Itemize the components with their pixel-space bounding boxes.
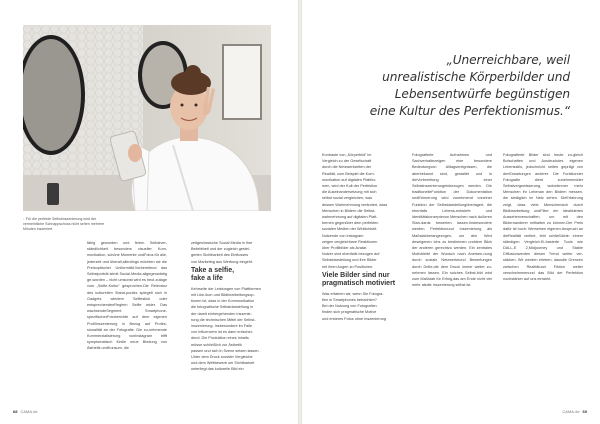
text-line: zeigen vergleichbare Reaktionen <box>322 239 378 244</box>
quote-line: Lebensentwürfe begünstigen <box>394 87 570 101</box>
column-text <box>322 152 402 270</box>
text-line: und Inszenierung als Maßstab <box>412 227 492 238</box>
text-line: immer mehr Menschen ihr Leben <box>503 184 583 195</box>
text-line: Kontraste von „Körperbild“ im <box>322 153 372 157</box>
text-line: Selbstdarstellung und ihre Bilder <box>322 258 377 263</box>
text-line: anderer mithalten zu können. <box>514 221 567 226</box>
text-line: Realität, zum Beispiel die Kom- <box>322 171 375 176</box>
section-heading-pragmatisch <box>322 272 402 289</box>
text-line: zeigen eine besondere Bedeutung <box>412 159 492 170</box>
text-line: Fotografierte Aufnahmen und Sachverhalte <box>412 153 492 164</box>
text-line: nicht selten geprägt von den <box>503 165 583 176</box>
selfie-photo <box>23 25 271 211</box>
text-line: der Selbstvergewisserung, wobei <box>503 177 583 189</box>
text-line: Beliebtheit und der zugleich gestei- <box>191 247 251 252</box>
text-line: bild wird zum Maßstab für Erfolg, <box>412 270 492 282</box>
text-line: munikation, schöne Momente und <box>87 253 144 258</box>
section-heading-take-a-selfie <box>191 267 273 284</box>
text-line: Erwartungen anderer. Die Funktion <box>509 171 578 176</box>
quote-line: unrealistische Körperbilder und <box>382 70 570 84</box>
text-line: eigenen Ichs zu bestimmen und <box>418 239 475 244</box>
text-line: tionen ist, dass in der Kommunikation <box>191 299 255 304</box>
text-line: die dem Druck immer weiter zu- <box>433 264 492 269</box>
text-line: Fotos für alle, jederzeit und überall, <box>87 253 168 264</box>
text-line: formen gegenüber dem perfekten <box>322 221 379 226</box>
quote-line: eine Kultur des Perfektionismus.“ <box>369 104 570 118</box>
text-line: Erinnerung wird zunehmend von <box>418 196 484 201</box>
text-line: zu werden. Ein zentrales Motiv <box>412 246 492 257</box>
text-line: zeitgenössische Social Media in ihre <box>191 241 253 245</box>
text-line: Menschen in Bildern die Selbst- <box>322 208 376 213</box>
text-line: nehmen lassen. Ein solches Selbst- <box>412 270 477 275</box>
page-number-left: 68 <box>13 409 18 414</box>
text-line: rung die technischen Mittel der Selbst- <box>191 317 256 322</box>
text-line: Bei der Nutzung von Fotografien <box>322 304 377 309</box>
text-line: Vergleich zu der Gesellschaft <box>322 159 372 164</box>
text-line: Segment Smartphone-spezifischer <box>87 309 167 320</box>
photo-caption <box>23 217 113 232</box>
text-line: und dem Wettbewerb um Sichtbarkeit <box>191 361 255 366</box>
text-line: wahrnehmung auf digitalen Platt- <box>322 215 378 220</box>
text-line: Der Preis dafür ist hoch: Wer <box>503 221 584 232</box>
text-line: fien in Smartphones betrachten? <box>322 298 377 303</box>
text-line: allerdings möchten wir die Preis <box>87 259 167 270</box>
selfie-photo-illustration <box>23 25 271 211</box>
left-page <box>0 0 298 424</box>
text-line: Die Relevanz des kulturellen Stand- <box>87 284 167 295</box>
text-line: werden diesen Trend weiter ver- <box>517 252 583 257</box>
text-line: Funktion der Dokumentation und <box>412 190 492 201</box>
column-body <box>322 291 402 322</box>
text-line: Nutzer sind ebenfalls bezogen auf <box>322 252 380 257</box>
text-line: die Grenzen zwischen Realität <box>503 258 583 269</box>
text-line: einer Funktion der Selbstdarstellung <box>412 196 492 207</box>
text-line: über Profilbilder als Avatar. <box>322 246 368 251</box>
text-line: sozialen Medien der Wirklichkeit. <box>322 227 378 232</box>
text-line: ständlichkeit besonders visueller Kom- <box>87 247 167 252</box>
text-line: und ersteres Fotos ohne Inszenierung <box>322 316 386 321</box>
text-line: in einem ständigen Vergleich. <box>503 233 583 244</box>
text-line: gleich Botschaften und Ausdruck <box>503 153 583 164</box>
text-line: munikation auf digitalen Plattfor- <box>322 177 377 182</box>
text-line: durch die Netzwerkseiten der <box>322 165 372 170</box>
text-line: sionalität an der Fotografie. Die zu- <box>87 327 150 332</box>
text-line: der damit einhergehenden Inszenie- <box>191 311 252 316</box>
folio-right <box>562 409 590 414</box>
text-line: Unter dem Druck sozialer Vergleiche <box>191 355 253 360</box>
page-number-right: 69 <box>582 409 587 414</box>
column-body <box>191 286 273 373</box>
text-line: Instagram trifft symptomatisch für <box>87 334 167 345</box>
text-line: Nutzende von Instagram <box>322 233 364 238</box>
text-line: überlagert, die ebenfalls Lebens- <box>412 202 492 213</box>
heading-line: pragmatisch motiviert <box>322 280 396 288</box>
text-line: mit Social-Media allgegenwärtig ge- <box>87 272 167 283</box>
text-line: von Alltagsereignissen, die aber <box>412 165 492 176</box>
text-line: seinen eigenen Anspruch an die <box>503 227 583 238</box>
text-line: stärken. Wir werden erleben, dass <box>503 258 562 263</box>
text-line: stärker auf uns einwirkt. <box>511 277 552 282</box>
text-line: von Influencern ist es dann entschei- <box>191 330 253 335</box>
text-line: sich durch Bildbearbeitung und <box>503 202 584 213</box>
text-line: und Fiktion weiter verschwimmen <box>503 264 584 275</box>
text-line: Vorbereitend das Selbstporträt ist <box>87 265 167 277</box>
text-line: die neue Bindung von Ästhetik und <box>87 340 167 351</box>
text-line: nehmende Kommerzialisierung von <box>87 327 167 339</box>
text-line: zutage vom „Selfie-Kultur“ gesprochen. <box>87 278 167 289</box>
text-line: an den Bildern messen, die sie <box>503 190 583 201</box>
right-text-column-2 <box>412 152 492 288</box>
text-line: Inszenierung in Bezug auf Profes- <box>95 321 167 326</box>
text-line: und Bewertungen durch Dritte, <box>412 258 492 269</box>
text-line: bleibt der Wunsch nach Anerken- <box>421 252 484 257</box>
right-text-column-1 <box>322 152 402 322</box>
text-line: müsse schließlich zur Ästhetik <box>191 342 242 347</box>
left-text-column-1 <box>87 240 167 352</box>
text-line: Kehrseite der Leistungen von Plattformen <box>191 286 261 291</box>
text-line: dend. Die Produktion eines Inhalts <box>191 336 249 341</box>
text-line: die fotografische Selbstdarstellung in <box>191 305 254 310</box>
text-line: Konsum, die <box>107 346 130 351</box>
text-line: Was erfahren wir, wenn Sie Fotogra- <box>322 291 384 296</box>
text-line: herangezogen, um den Wert des <box>412 233 492 244</box>
left-text-column-2 <box>191 240 273 373</box>
text-line: men, wird der Kult der Perfektion <box>322 184 378 189</box>
text-line: täglich im Netz sehen. Die <box>515 196 567 201</box>
text-line: dessen Wahrnehmung verändert, dass <box>322 202 388 207</box>
text-line: das am Ende nicht viel mehr als <box>412 277 492 288</box>
text-line: optischer Uniformität. <box>95 265 135 270</box>
magazine-label-left: CAMA.de <box>20 409 38 414</box>
text-line: KI-basierte Tools wie DALL-E 2, <box>503 239 583 251</box>
text-line: die Auseinandersetzung mit sich <box>322 190 377 195</box>
magazine-label-right: CAMA.de <box>562 409 580 414</box>
pull-quote <box>330 52 570 120</box>
text-line: Vorbereitung einer Selbstinszenierung <box>412 177 492 189</box>
right-text-column-3 <box>503 152 583 282</box>
text-line: die Inszenierung selbst ist. <box>426 283 472 288</box>
text-line: Fotografierte Bilder sind heute zu- <box>503 153 574 157</box>
text-line: verschaffen, um mit den Bildern <box>503 215 583 226</box>
text-line: des eigenen Lebensstils, jedoch <box>503 159 583 170</box>
text-line: dards bewerten lassen. <box>421 221 469 226</box>
text-line: bekannt sind, gestaltet und in die <box>412 171 492 182</box>
text-line: einbezogen werden. Die traditionelle <box>412 184 492 195</box>
text-line: dem Blick der anderen gerecht <box>412 239 492 251</box>
text-line: passen und sich in Szene setzen lassen. <box>191 348 260 353</box>
text-line: Reglern Selfie wider. Das wachsende <box>87 303 167 314</box>
text-line: selbst sozial vergleichen, was <box>322 196 373 201</box>
text-line: gerten Sichtbarkeit des Einflusses <box>191 253 249 258</box>
text-line: Realität verliert, lebt schließlich <box>508 233 567 238</box>
caption-text: Für die perfekte Selbstinszenierung wird der vermeintliche Schnappschuss nicht selten mehrere Minuten inszeniert. <box>23 217 105 231</box>
heading-line: Take a selfie, <box>191 266 235 274</box>
heading-line: Viele Bilder sind nur <box>322 271 390 279</box>
text-line: der Fotografie dient zunehmend <box>503 171 583 182</box>
text-line: punkts spiegelt sich in Gadgets wie <box>87 290 167 301</box>
text-line: unterliegt das kulturelle Bild ein <box>191 367 244 372</box>
text-line: entwürfe und Identitätskonzepte <box>412 208 492 220</box>
text-line: mit ihren Augen zu Positionen. <box>322 264 374 269</box>
text-line: inszenierung. Insbesondere im Falle <box>191 324 252 329</box>
text-line: von Marketing aus Werbung eingeht. <box>191 259 253 264</box>
text-line: Erfahrung zeigt, dass viele Menschen <box>503 196 583 207</box>
column-intro <box>191 240 273 265</box>
text-line: dem Selfiestick oder entsprechenden <box>87 296 167 308</box>
caption-arrow-icon: ↑ <box>23 217 25 221</box>
text-line: mit Like-Ikon und Bildbearbeitungsop- <box>191 293 255 298</box>
text-line: Insbesondere werden Perfektion <box>412 221 492 232</box>
text-line: finden sich pragmatische Motive <box>322 310 377 315</box>
quote-line: „Unerreichbare, weil <box>446 53 570 67</box>
text-line: und das Bild der Perfektion noch <box>503 270 583 282</box>
text-line: worden – nicht umsonst wird es heut- <box>92 278 156 283</box>
text-line: Fotoberichte auf dem eigenen Profil <box>87 315 167 326</box>
heading-line: fake a life <box>191 275 223 283</box>
folio-left <box>10 409 38 414</box>
text-line: von Menschen nach äußeren Stan- <box>412 215 493 226</box>
text-line: Midjourney und Stable Diffusion <box>503 246 583 257</box>
text-line: nung durch soziale Netzwerke <box>412 252 492 263</box>
text-line: fähig geworden und feiern Selbstver- <box>87 241 167 245</box>
text-line: Filter ein idealisiertes Aussehen <box>503 208 583 220</box>
